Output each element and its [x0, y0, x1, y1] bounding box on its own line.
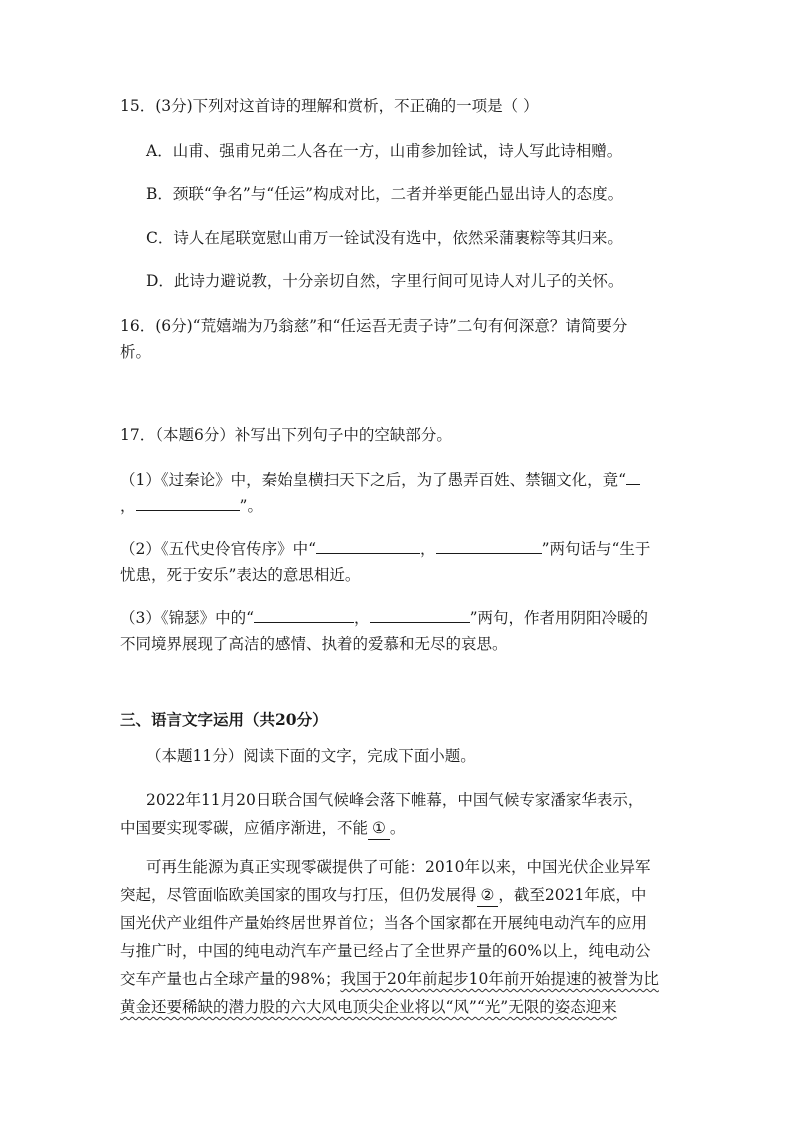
blank-marker-2: ②	[477, 884, 499, 907]
answer-blank[interactable]	[626, 468, 640, 485]
comma: ，	[354, 609, 370, 627]
passage-text: 突起，尽管面临欧美国家的围攻与打压，但仍发展得	[120, 886, 477, 904]
q16-line-1: 16．(6分)“荒嬉端为乃翁慈”和“任运吾无责子诗”二句有何深意？请简要分	[120, 317, 628, 335]
blank-marker-1: ①	[368, 817, 390, 840]
passage-line: 与推广时，中国的纯电动汽车产量已经占了全世界产量的60%以上，纯电动公	[120, 942, 651, 960]
passage-text: 中国要实现零碳，应循序渐进，不能	[120, 819, 369, 837]
answer-blank[interactable]	[254, 606, 354, 623]
q17-item-1-cont	[120, 494, 263, 517]
q15-stem: 15．(3分)下列对这首诗的理解和赏析，不正确的一项是（ ）	[120, 97, 539, 115]
passage-line: 2022年11月20日联合国气候峰会落下帷幕，中国气候专家潘家华表示，	[146, 791, 644, 809]
q15-option-a: A．山甫、强甫兄弟二人各在一方，山甫参加铨试，诗人写此诗相赠。	[146, 142, 623, 160]
q17-item-3	[120, 606, 648, 629]
answer-blank[interactable]	[370, 606, 470, 623]
q16-line-2: 析。	[120, 343, 152, 361]
q17-item-3-text: （3）《锦瑟》中的“	[120, 609, 255, 627]
answer-blank[interactable]	[436, 537, 542, 554]
passage-line: 可再生能源为真正实现零碳提供了可能：2010年以来，中国光伏企业异军	[146, 858, 651, 876]
q17-item-1	[120, 468, 640, 491]
passage-line	[120, 968, 659, 990]
passage-text: ，截至2021年底，中	[498, 886, 647, 904]
q17-item-2-cont: 忧患，死于安乐”表达的意思相近。	[120, 566, 361, 584]
q17-item-3-tail: ”两句，作者用阴阳冷暖的	[469, 609, 648, 627]
wavy-underlined-text: 黄金还要稀缺的潜力股的六大风电顶尖企业将以“风”“光”无限的姿态迎来	[120, 998, 617, 1016]
q15-option-d: D．此诗力避说教，十分亲切自然，字里行间可见诗人对儿子的关怀。	[146, 272, 624, 290]
q17-item-1-text: （1）《过秦论》中，秦始皇横扫天下之后，为了愚弄百姓、禁锢文化，竟“	[120, 471, 627, 489]
passage-text: 。	[389, 819, 406, 837]
close-quote: ”。	[239, 497, 263, 515]
passage-line	[120, 817, 405, 840]
q15-option-b: B．颈联“争名”与“任运”构成对比，二者并举更能凸显出诗人的态度。	[146, 185, 624, 203]
q17-item-2-tail: ”两句话与“生于	[541, 540, 651, 558]
passage-line	[120, 884, 646, 907]
passage-line: 国光伏产业组件产量始终居世界首位；当各个国家都在开展纯电动汽车的应用	[120, 914, 648, 932]
section-heading: 三、语言文字运用（共20分）	[120, 710, 328, 729]
answer-blank[interactable]	[136, 494, 240, 511]
q17-item-2	[120, 537, 650, 560]
q17-item-3-cont: 不同境界展现了高洁的感情、执着的爱慕和无尽的哀思。	[120, 635, 508, 653]
q15-option-c: C．诗人在尾联宽慰山甫万一铨试没有选中，依然采蒲裹粽等其归来。	[146, 229, 623, 247]
section-intro: （本题11分）阅读下面的文字，完成下面小题。	[146, 747, 476, 765]
comma: ，	[420, 540, 436, 558]
passage-text: 交车产量也占全球产量的98%；	[120, 970, 341, 988]
wavy-underlined-text: 我国于20年前起步10年前开始提速的被誉为比	[340, 970, 659, 988]
comma: ，	[120, 497, 136, 515]
q17-item-2-text: （2）《五代史伶官传序》中“	[120, 540, 317, 558]
q17-stem: 17．（本题6分）补写出下列句子中的空缺部分。	[120, 426, 452, 444]
answer-blank[interactable]	[316, 537, 420, 554]
